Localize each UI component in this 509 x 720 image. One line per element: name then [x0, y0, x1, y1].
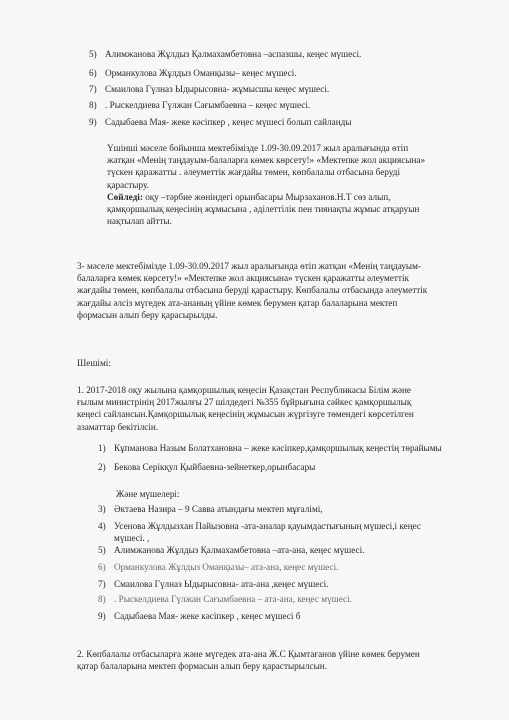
list-item: 5) Алимжанова Жұлдыз Қалмахамбетовна –аспазшы, кеңес мүшесі.	[89, 49, 362, 59]
spoke-label: Сөйледі:	[107, 191, 143, 202]
list-item: 8) . Рыскелдиева Гүлжан Сағымбаевна – кеңес мүшесі.	[89, 100, 311, 110]
list-item: 7) Смаилова Гүлназ Ыдырысовна- жұмысшы кеңес мүшесі.	[89, 84, 330, 94]
list-item: 6) Орманкулова Жұлдыз Оманқызы– ата-ана, кеңес мүшесі.	[98, 562, 339, 572]
decision-1-paragraph: 1. 2017-2018 оқу жылына қамқоршылық кеңесін Қазақстан Республикасы Білім және ғылым министрінің 2017жылғы 27 шілдедегі №355 бұйрығына сәйкес қамқоршылық кеңесі сайлансын.Қамқоршылық кеңесінің жұмысын жүргізуге төмендегі көрсетілген азаматтар бекітілсін.	[77, 385, 414, 432]
list-item: 1) Кұпманова Назым Болатхановна – жеке кәсіпкер,қамқоршылық кеңестің төрайымы	[98, 443, 442, 453]
list-item: 3) Әктаева Назира – 9 Савва атындағы мектеп мұғалімі,	[98, 504, 323, 514]
decision-2-paragraph: 2. Көпбалалы отбасыларға және мүгедек ата-ана Ж.С Қымтағанов үйіне көмек берумен қатар балаларына мектеп формасын алып беру қарастырылсын.	[77, 649, 420, 672]
list-item: 2) Бекова Серікқул Қыйбаевна-зейнеткер,орынбасары	[98, 462, 316, 472]
members-heading: Және мүшелері:	[116, 489, 180, 499]
list-item: мүшесі. ,	[114, 533, 150, 543]
list-item: 8) . Рыскелдиева Гүлжан Сағымбаевна – ата-ана, кеңес мүшесі.	[98, 594, 352, 604]
list-item: 9) Садыбаева Мая- жеке кәсіпкер , кеңес мүшесі болып сайланды	[89, 117, 352, 127]
list-item: 6) Орманкулова Жұлдыз Оманқызы– кеңес мүшесі.	[89, 68, 297, 78]
list-item: 5) Алимжанова Жұлдыз Қалмахамбетовна –ата-ана, кеңес мүшесі.	[98, 545, 365, 555]
list-item: 9) Садыбаева Мая- жеке кәсіпкер , кеңес мүшесі б	[98, 611, 301, 621]
list-item: 7) Смаилова Гүлназ Ыдырысовна- ата-ана ,кеңес мүшесі.	[98, 579, 329, 589]
decision-heading: Шешімі:	[77, 358, 111, 368]
issue-3-paragraph: 3- мәселе мектебімізде 1.09-30.09.2017 жыл аралығында өтіп жатқан «Менің таңдауым- балаларға көмек көрсету!» «Мектепке жол акциясына» түскен қаражатты әлеуметтік жағдайы төмен, көпбалалы отбасына беруді қарастыру. Көпбалалы отбасында әлеуметтік жағдайы әлсіз мүгедек ата-ананың үйіне көмек берумен қатар балаларына мектеп формасын алып беру қарасырылды.	[77, 261, 428, 320]
third-issue-paragraph: Үшінші мәселе бойынша мектебімізде 1.09-30.09.2017 жыл аралығында өтіп жатқан «Менің таңдауым-балаларға көмек көрсету!» «Мектепке жол акциясына» түскен қаражатты . әлеуметтік жағдайы төмен, көпбалалы отбасына беруді қарастыру. Сөйледі: оқу –тәрбие жөніндегі орынбасары Мырзаханов.Н.Т сөз алып, қамқоршылық кеңесінің жұмысына , әділеттілік пен тиянақты жұмыс атқаруын нақтылап айтты.	[107, 143, 426, 227]
list-item: 4) Усенова Жұлдызхан Пайызовна -ата-аналар қауымдастығының мүшесі,і кеңес	[98, 521, 421, 531]
